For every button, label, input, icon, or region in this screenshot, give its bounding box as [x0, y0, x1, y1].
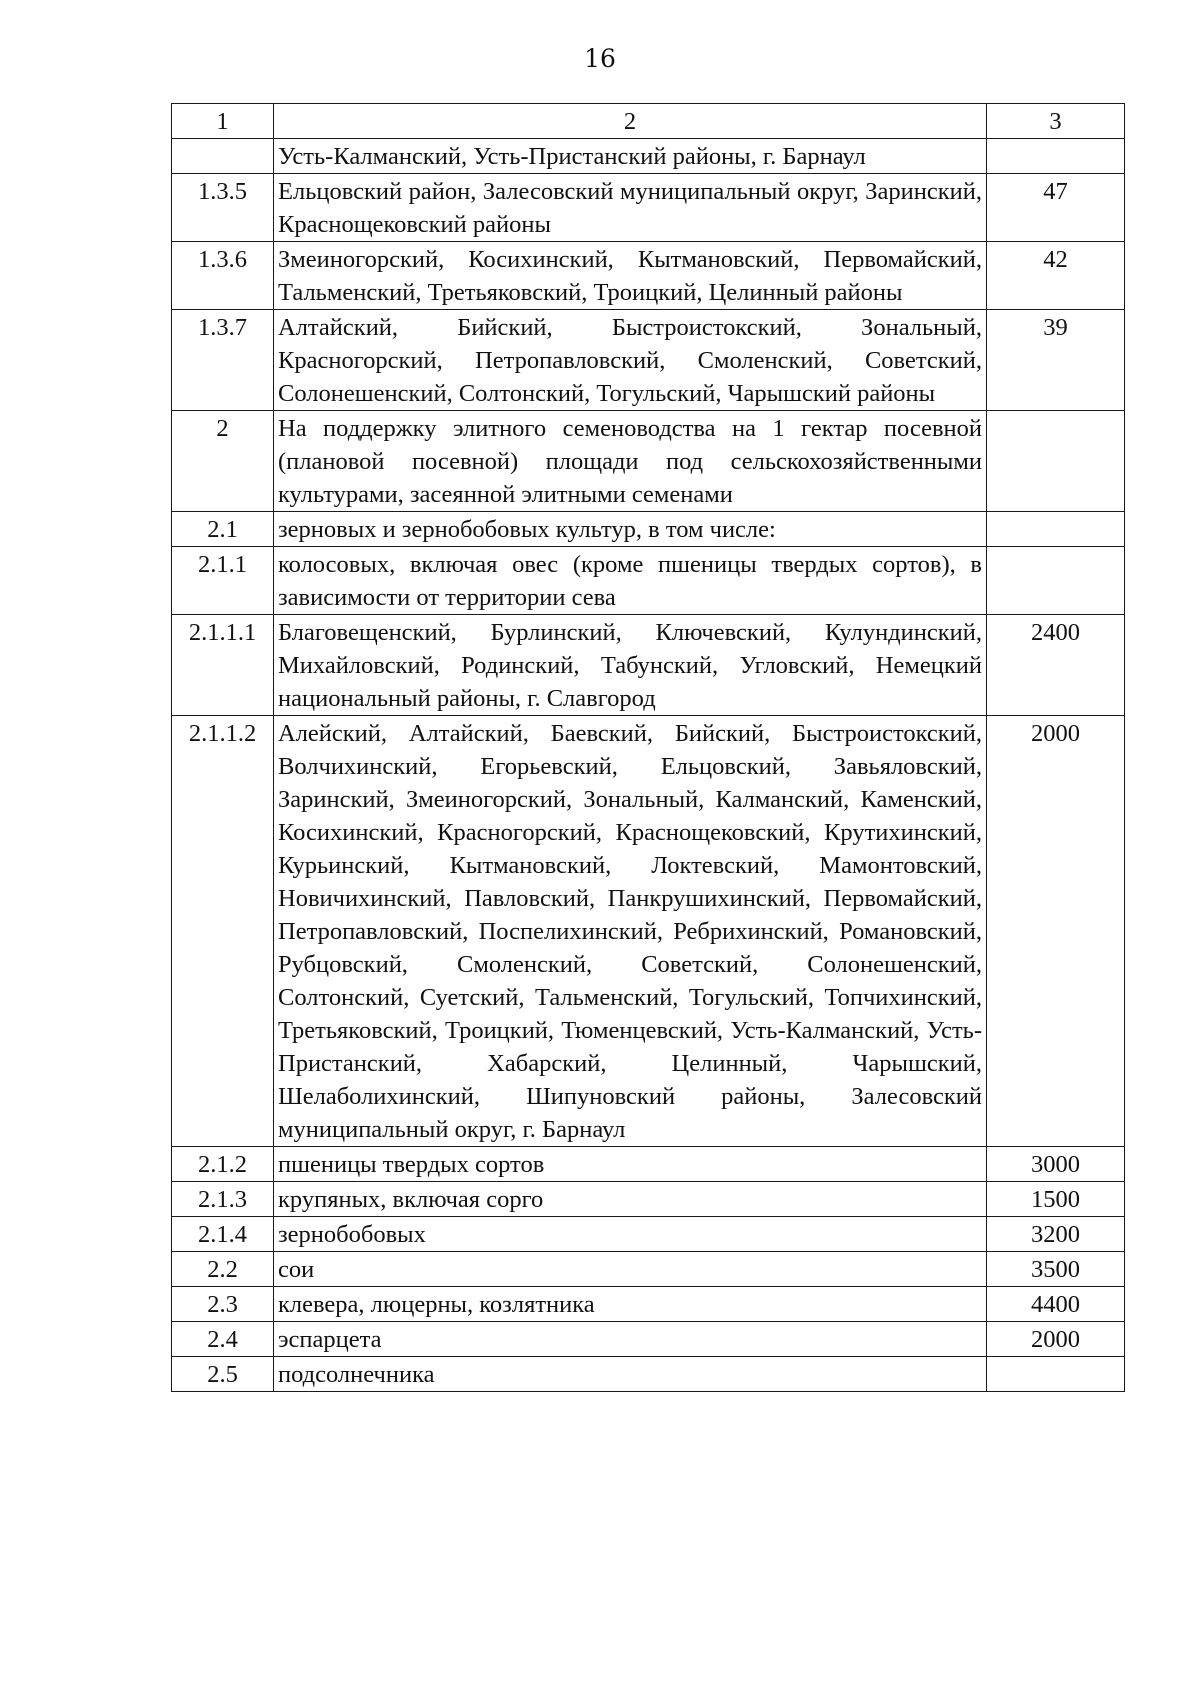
row-description-cell: колосовых, включая овес (кроме пшеницы твердых сортов), в зависимости от территории сева [274, 547, 987, 615]
row-number-cell: 2 [172, 411, 274, 512]
row-number-cell: 2.1.3 [172, 1182, 274, 1217]
column-number-header: 3 [987, 104, 1125, 139]
row-rate-cell: 47 [987, 174, 1125, 242]
row-description-cell: сои [274, 1252, 987, 1287]
row-rate-cell [987, 411, 1125, 512]
row-number-cell: 2.1.1 [172, 547, 274, 615]
row-number-cell: 2.1.1.1 [172, 615, 274, 716]
row-rate-cell: 2400 [987, 615, 1125, 716]
row-number-cell: 1.3.5 [172, 174, 274, 242]
row-rate-cell: 3500 [987, 1252, 1125, 1287]
table-row [172, 547, 1125, 615]
row-description-cell: зернобобовых [274, 1217, 987, 1252]
table-header-row [172, 104, 1125, 139]
table-row [172, 411, 1125, 512]
row-description-cell: Алтайский, Бийский, Быстроистокский, Зональный, Красногорский, Петропавловский, Смоленский, Советский, Солонешенский, Солтонский, Тогульский, Чарышский районы [274, 310, 987, 411]
row-description-cell: На поддержку элитного семеноводства на 1 гектар посевной (плановой посевной) площади под сельскохозяйственными культурами, засеянной элитными семенами [274, 411, 987, 512]
table-row [172, 1287, 1125, 1322]
row-number-cell: 2.1.1.2 [172, 716, 274, 1147]
row-rate-cell: 1500 [987, 1182, 1125, 1217]
row-rate-cell [987, 139, 1125, 174]
table-row [172, 1322, 1125, 1357]
subsidy-rates-table [171, 103, 1125, 1392]
row-number-cell: 2.5 [172, 1357, 274, 1392]
row-rate-cell [987, 512, 1125, 547]
row-number-cell: 2.1.4 [172, 1217, 274, 1252]
column-number-header: 2 [274, 104, 987, 139]
row-description-cell: подсолнечника [274, 1357, 987, 1392]
row-rate-cell [987, 1357, 1125, 1392]
table-row [172, 174, 1125, 242]
table-row [172, 512, 1125, 547]
row-number-cell: 2.1.2 [172, 1147, 274, 1182]
row-description-cell: крупяных, включая сорго [274, 1182, 987, 1217]
row-rate-cell: 2000 [987, 716, 1125, 1147]
row-rate-cell: 3200 [987, 1217, 1125, 1252]
table-row [172, 310, 1125, 411]
row-rate-cell: 2000 [987, 1322, 1125, 1357]
row-rate-cell [987, 547, 1125, 615]
page-number: 16 [584, 44, 616, 73]
row-description-cell: пшеницы твердых сортов [274, 1147, 987, 1182]
row-number-cell: 1.3.6 [172, 242, 274, 310]
row-description-cell: зерновых и зернобобовых культур, в том числе: [274, 512, 987, 547]
row-description-cell: эспарцета [274, 1322, 987, 1357]
table-row [172, 1182, 1125, 1217]
row-description-cell: Змеиногорский, Косихинский, Кытмановский, Первомайский, Тальменский, Третьяковский, Троицкий, Целинный районы [274, 242, 987, 310]
table-row [172, 139, 1125, 174]
table-row [172, 1357, 1125, 1392]
row-description-cell: Усть-Калманский, Усть-Пристанский районы, г. Барнаул [274, 139, 987, 174]
row-rate-cell: 3000 [987, 1147, 1125, 1182]
table-row [172, 1217, 1125, 1252]
table-row [172, 1252, 1125, 1287]
row-number-cell [172, 139, 274, 174]
row-number-cell: 2.2 [172, 1252, 274, 1287]
row-rate-cell: 39 [987, 310, 1125, 411]
row-number-cell: 1.3.7 [172, 310, 274, 411]
row-description-cell: Ельцовский район, Залесовский муниципальный округ, Заринский, Краснощековский районы [274, 174, 987, 242]
row-description-cell: клевера, люцерны, козлятника [274, 1287, 987, 1322]
table-row [172, 242, 1125, 310]
row-description-cell: Алейский, Алтайский, Баевский, Бийский, Быстроистокский, Волчихинский, Егорьевский, Ельцовский, Завьяловский, Заринский, Змеиногорский, Зональный, Калманский, Каменский, Косихинский, Красногорский, Краснощековский, Крутихинский, Курьинский, Кытмановский, Локтевский, Мамонтовский, Новичихинский, Павловский, Панкрушихинский, Первомайский, Петропавловский, Поспелихинский, Ребрихинский, Романовский, Рубцовский, Смоленский, Советский, Солонешенский, Солтонский, Суетский, Тальменский, Тогульский, Топчихинский, Третьяковский, Троицкий, Тюменцевский, Усть-Калманский, Усть-Пристанский, Хабарский, Целинный, Чарышский, Шелаболихинский, Шипуновский районы, Залесовский муниципальный округ, г. Барнаул [274, 716, 987, 1147]
row-number-cell: 2.1 [172, 512, 274, 547]
row-number-cell: 2.4 [172, 1322, 274, 1357]
table-row [172, 1147, 1125, 1182]
row-rate-cell: 4400 [987, 1287, 1125, 1322]
table-row [172, 716, 1125, 1147]
row-description-cell: Благовещенский, Бурлинский, Ключевский, Кулундинский, Михайловский, Родинский, Табунский, Угловский, Немецкий национальный районы, г. Славгород [274, 615, 987, 716]
table-row [172, 615, 1125, 716]
row-rate-cell: 42 [987, 242, 1125, 310]
row-number-cell: 2.3 [172, 1287, 274, 1322]
column-number-header: 1 [172, 104, 274, 139]
